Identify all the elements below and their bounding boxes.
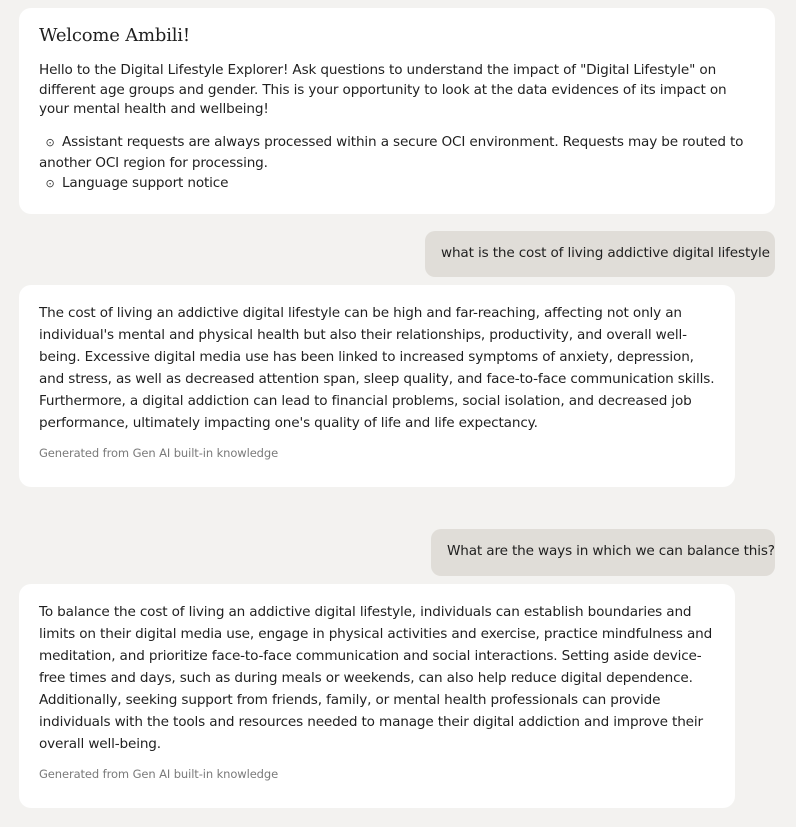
user-message: What are the ways in which we can balance this? — [431, 529, 775, 576]
info-icon: ⊙ — [45, 135, 55, 149]
language-support-notice[interactable] — [39, 173, 755, 194]
language-support-link[interactable]: Language support notice — [62, 174, 229, 191]
assistant-message — [19, 285, 735, 487]
user-message: what is the cost of living addictive digital lifestyle — [425, 231, 775, 277]
welcome-title: Welcome Ambili! — [39, 25, 190, 46]
assistant-message — [19, 584, 735, 808]
secure-processing-notice — [39, 132, 755, 173]
welcome-intro: Hello to the Digital Lifestyle Explorer! Ask questions to understand the impact of "Digital Lifestyle" on different age groups and gender. This is your opportunity to look at the data evidences of its impact on your mental health and wellbeing! — [39, 62, 727, 117]
source-attribution: Generated from Gen AI built-in knowledge — [39, 446, 279, 460]
secure-processing-text: Assistant requests are always processed within a secure OCI environment. Requests may be routed to another OCI region for processing. — [39, 133, 744, 171]
assistant-message-text: The cost of living an addictive digital lifestyle can be high and far-reaching, affecting not only an individual's mental and physical health but also their relationships, productivity, and overall well-being. Excessive digital media use has been linked to increased symptoms of anxiety, depression, and stress, as well as decreased attention span, sleep quality, and face-to-face communication skills. Furthermore, a digital addiction can lead to financial problems, social isolation, and decreased job performance, ultimately impacting one's quality of life and life expectancy. — [39, 305, 715, 431]
assistant-message-text: To balance the cost of living an addictive digital lifestyle, individuals can establish boundaries and limits on their digital media use, engage in physical activities and exercise, practice mindfulness and meditation, and prioritize face-to-face communication and social interactions. Setting aside device-free times and days, such as during meals or weekends, can also help reduce digital dependence. Additionally, seeking support from friends, family, or mental health professionals can provide individuals with the tools and resources needed to manage their digital addiction and improve their overall well-being. — [39, 604, 713, 752]
info-icon: ⊙ — [45, 176, 55, 190]
source-attribution: Generated from Gen AI built-in knowledge — [39, 767, 279, 781]
welcome-card — [19, 8, 775, 214]
